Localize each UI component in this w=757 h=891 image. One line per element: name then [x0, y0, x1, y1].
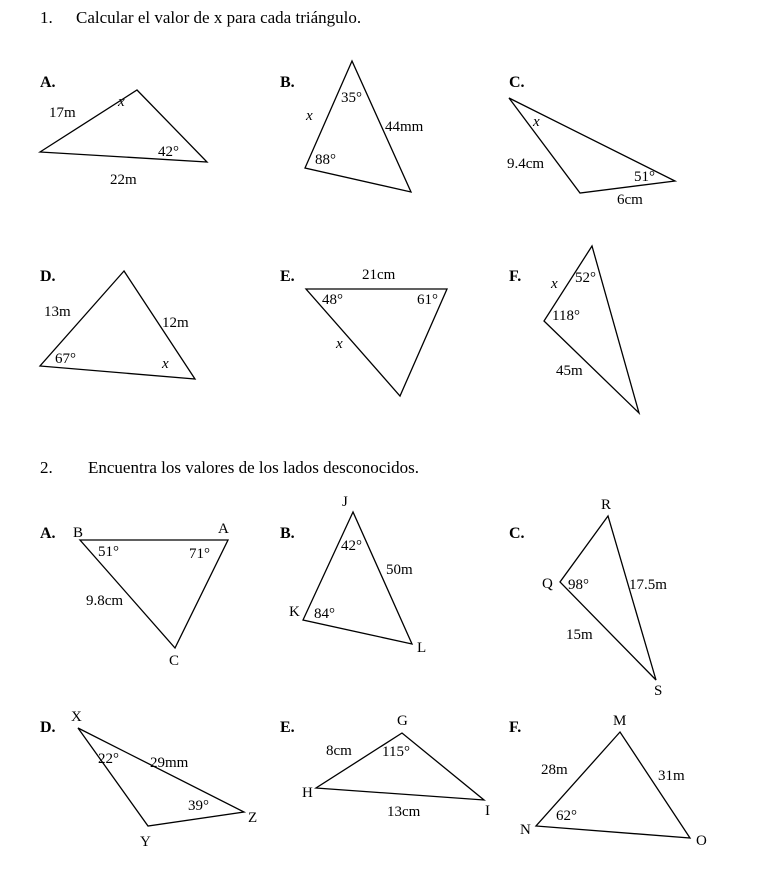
triangle-2e-side-label: 8cm	[326, 743, 352, 759]
problem-1a	[40, 74, 207, 188]
section-1-title: Calcular el valor de x para cada triángulo.	[76, 8, 362, 27]
triangle-2a-vertex-a: A	[218, 521, 229, 537]
triangle-1e-right-angle: 61°	[417, 292, 438, 308]
triangle-2e-vertex-g: G	[397, 713, 408, 729]
triangle-1f-angle-middle: 118°	[552, 308, 580, 324]
triangle-2a-vertex-b: B	[73, 525, 84, 541]
triangle-2b-vertex-l: L	[417, 640, 427, 656]
section-2-number: 2.	[40, 458, 53, 477]
triangle-2d-angle-x: 22°	[98, 751, 119, 767]
triangle-2e-angle-g: 115°	[382, 744, 410, 760]
triangle-2c	[560, 516, 656, 680]
triangle-2f-vertex-m: M	[613, 713, 627, 729]
section-1-number: 1.	[40, 8, 53, 27]
triangle-2b-side-label: 50m	[386, 562, 413, 578]
triangle-2d-side-label: 29mm	[150, 755, 189, 771]
triangle-1f-unknown-label: x	[551, 276, 558, 292]
problem-2e-letter: E.	[280, 719, 295, 736]
triangle-1c-angle-label: 51°	[634, 169, 655, 185]
triangle-1a-angle-label: 42°	[158, 144, 179, 160]
triangle-2c-right-side-label: 17.5m	[629, 577, 667, 593]
triangle-1c-unknown-label: x	[533, 114, 540, 130]
triangle-2c-vertex-q: Q	[542, 576, 553, 592]
triangle-1c-base-label: 6cm	[617, 192, 643, 208]
problem-2f-letter: F.	[509, 719, 522, 736]
problem-1e-letter: E.	[280, 268, 295, 285]
triangle-1f-side-label: 45m	[556, 363, 583, 379]
problem-2e	[280, 713, 490, 820]
triangle-2f-vertex-n: N	[520, 822, 531, 838]
problem-1c	[507, 74, 675, 208]
triangle-2c-bottom-side-label: 15m	[566, 627, 593, 643]
problem-1b	[280, 61, 424, 192]
triangle-1e-top-side-label: 21cm	[362, 267, 396, 283]
triangle-2a-angle-a: 71°	[189, 546, 210, 562]
triangle-1d-right-side-label: 12m	[162, 315, 189, 331]
problem-1f-letter: F.	[509, 268, 522, 285]
triangle-1b-unknown-label: x	[306, 108, 313, 124]
problem-1a-letter: A.	[40, 74, 56, 91]
triangle-2a-vertex-c: C	[169, 653, 180, 669]
triangle-1f-angle-top: 52°	[575, 270, 596, 286]
problem-2a-letter: A.	[40, 525, 56, 542]
triangle-1a-base-label: 22m	[110, 172, 137, 188]
problem-1f	[509, 246, 639, 413]
triangle-1e-unknown-label: x	[336, 336, 343, 352]
triangle-1b-side-label: 44mm	[385, 119, 424, 135]
problem-2d	[40, 709, 257, 850]
problem-1c-letter: C.	[509, 74, 525, 91]
triangle-2e-vertex-h: H	[302, 785, 313, 801]
triangle-2a-side-label: 9.8cm	[86, 593, 124, 609]
triangle-2b-vertex-j: J	[342, 494, 348, 510]
problem-2b	[280, 494, 426, 656]
triangle-2c-vertex-r: R	[601, 497, 612, 513]
triangle-2d-vertex-x: X	[71, 709, 82, 725]
triangle-1a-side-label: 17m	[49, 105, 76, 121]
triangle-2e-base-label: 13cm	[387, 804, 421, 820]
triangle-2b	[303, 512, 412, 644]
triangle-1a-unknown-label: x	[118, 94, 125, 110]
triangle-2d-angle-z: 39°	[188, 798, 209, 814]
problem-2a	[40, 521, 229, 669]
triangle-2f-angle-n: 62°	[556, 808, 577, 824]
triangle-1d-angle-label: 67°	[55, 351, 76, 367]
triangle-2f-vertex-o: O	[696, 833, 707, 849]
triangle-1b-angle-top: 35°	[341, 90, 362, 106]
triangle-2a-angle-b: 51°	[98, 544, 119, 560]
triangle-2c-angle-q: 98°	[568, 577, 589, 593]
triangle-2f-right-side-label: 31m	[658, 768, 685, 784]
problem-2b-letter: B.	[280, 525, 295, 542]
section-2-title: Encuentra los valores de los lados desconocidos.	[88, 458, 419, 477]
triangle-1e-left-angle: 48°	[322, 292, 343, 308]
triangle-1b-angle-bottom: 88°	[315, 152, 336, 168]
triangle-2d-vertex-y: Y	[140, 834, 151, 850]
problem-2c	[509, 497, 667, 699]
problem-1e	[280, 267, 447, 396]
triangle-2c-vertex-s: S	[654, 683, 663, 699]
triangle-1d-unknown-label: x	[162, 356, 169, 372]
triangle-2d-vertex-z: Z	[248, 810, 258, 826]
problem-1b-letter: B.	[280, 74, 295, 91]
triangle-2f-left-side-label: 28m	[541, 762, 568, 778]
triangle-2b-vertex-k: K	[289, 604, 300, 620]
triangle-1c-side-label: 9.4cm	[507, 156, 545, 172]
problem-2f	[509, 713, 707, 849]
triangle-1d-left-side-label: 13m	[44, 304, 71, 320]
problem-2d-letter: D.	[40, 719, 56, 736]
problem-1d	[40, 268, 195, 379]
triangle-2e-vertex-i: I	[485, 803, 490, 819]
triangle-2d	[78, 728, 244, 826]
problem-2c-letter: C.	[509, 525, 525, 542]
triangle-2b-angle-j: 42°	[341, 538, 362, 554]
problem-1d-letter: D.	[40, 268, 56, 285]
triangle-2b-angle-k: 84°	[314, 606, 335, 622]
